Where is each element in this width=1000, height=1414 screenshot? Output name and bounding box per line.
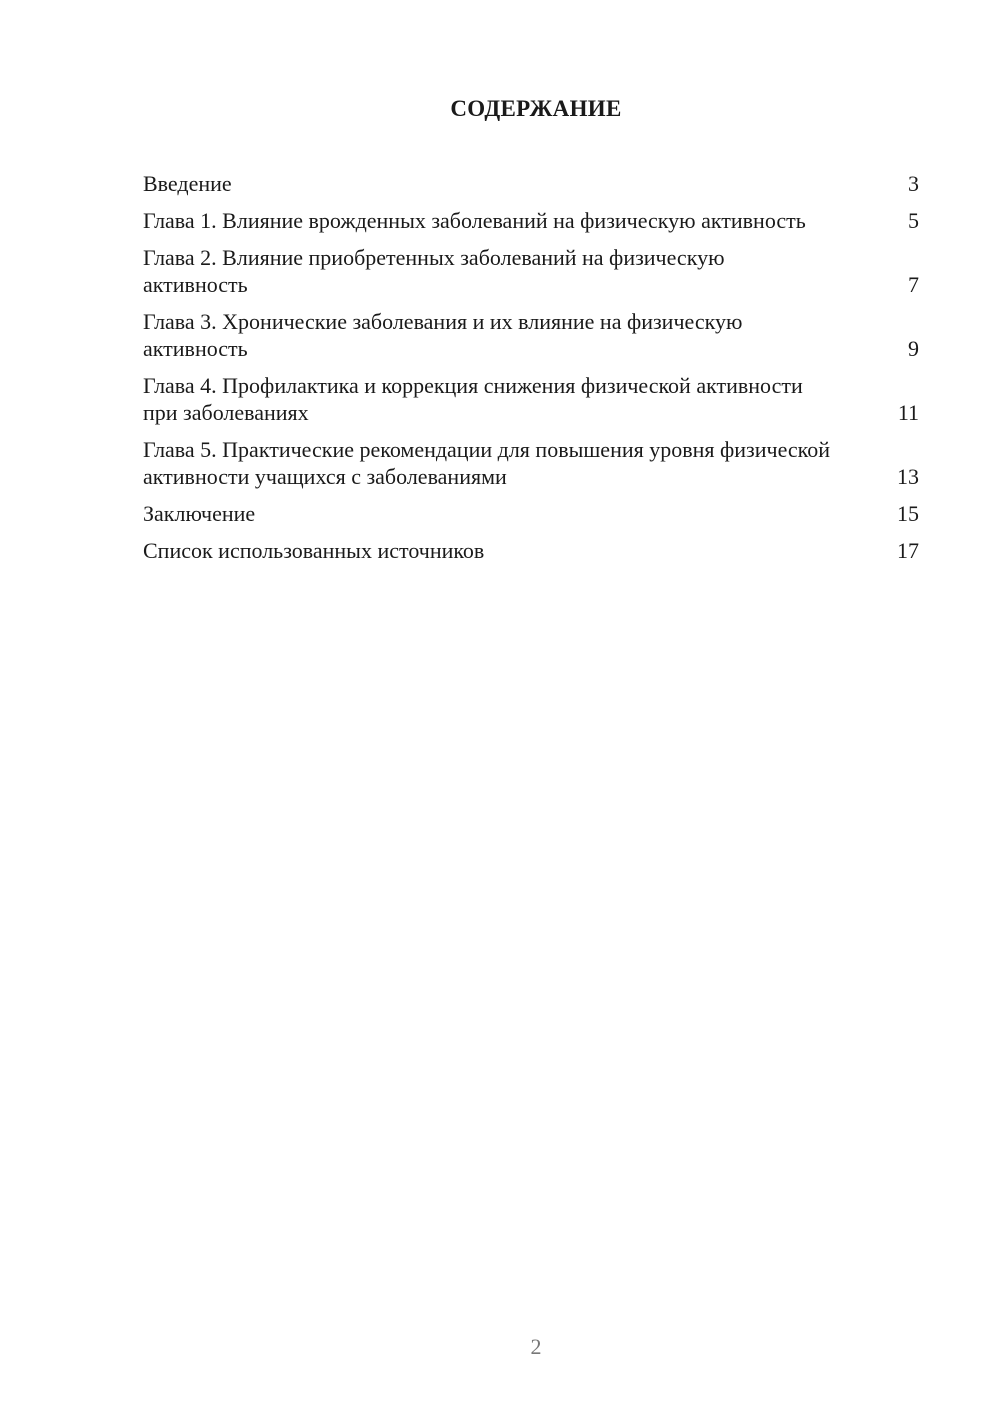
toc-entry-chapter-2 [143, 244, 919, 298]
toc-entry-introduction [143, 170, 919, 197]
toc-entry-page: 17 [897, 538, 919, 563]
toc-entry-label: Заключение [143, 501, 256, 526]
toc-entry-label: Глава 5. Практические рекомендации для повышения уровня физической активности учащихся с заболеваниями [143, 437, 830, 489]
toc-entry-chapter-1 [143, 207, 919, 234]
toc-entry-page: 3 [908, 171, 919, 196]
toc-entry-chapter-4 [143, 372, 919, 426]
toc-entry-page: 7 [908, 272, 919, 297]
toc-entry-page: 11 [897, 400, 919, 425]
toc-title: СОДЕРЖАНИЕ [450, 96, 622, 121]
toc-entry-label: Глава 1. Влияние врожденных заболеваний на физическую активность [143, 208, 806, 233]
toc-entry-label: Глава 2. Влияние приобретенных заболеваний на физическую активность [143, 245, 725, 297]
toc-entry-page: 9 [908, 336, 919, 361]
table-of-contents [143, 170, 919, 574]
toc-entry-references [143, 537, 919, 564]
toc-entry-label: Список использованных источников [143, 538, 485, 563]
toc-entry-label: Глава 3. Хронические заболевания и их влияние на физическую активность [143, 309, 743, 361]
toc-entry-page: 5 [908, 208, 919, 233]
toc-entry-page: 13 [897, 464, 919, 489]
toc-entry-page: 15 [897, 501, 919, 526]
page-number: 2 [530, 1334, 542, 1359]
toc-entry-label: Глава 4. Профилактика и коррекция снижения физической активности при заболеваниях [143, 373, 803, 425]
toc-entry-chapter-5 [143, 436, 919, 490]
toc-entry-label: Введение [143, 171, 232, 196]
toc-entry-chapter-3 [143, 308, 919, 362]
toc-entry-conclusion [143, 500, 919, 527]
